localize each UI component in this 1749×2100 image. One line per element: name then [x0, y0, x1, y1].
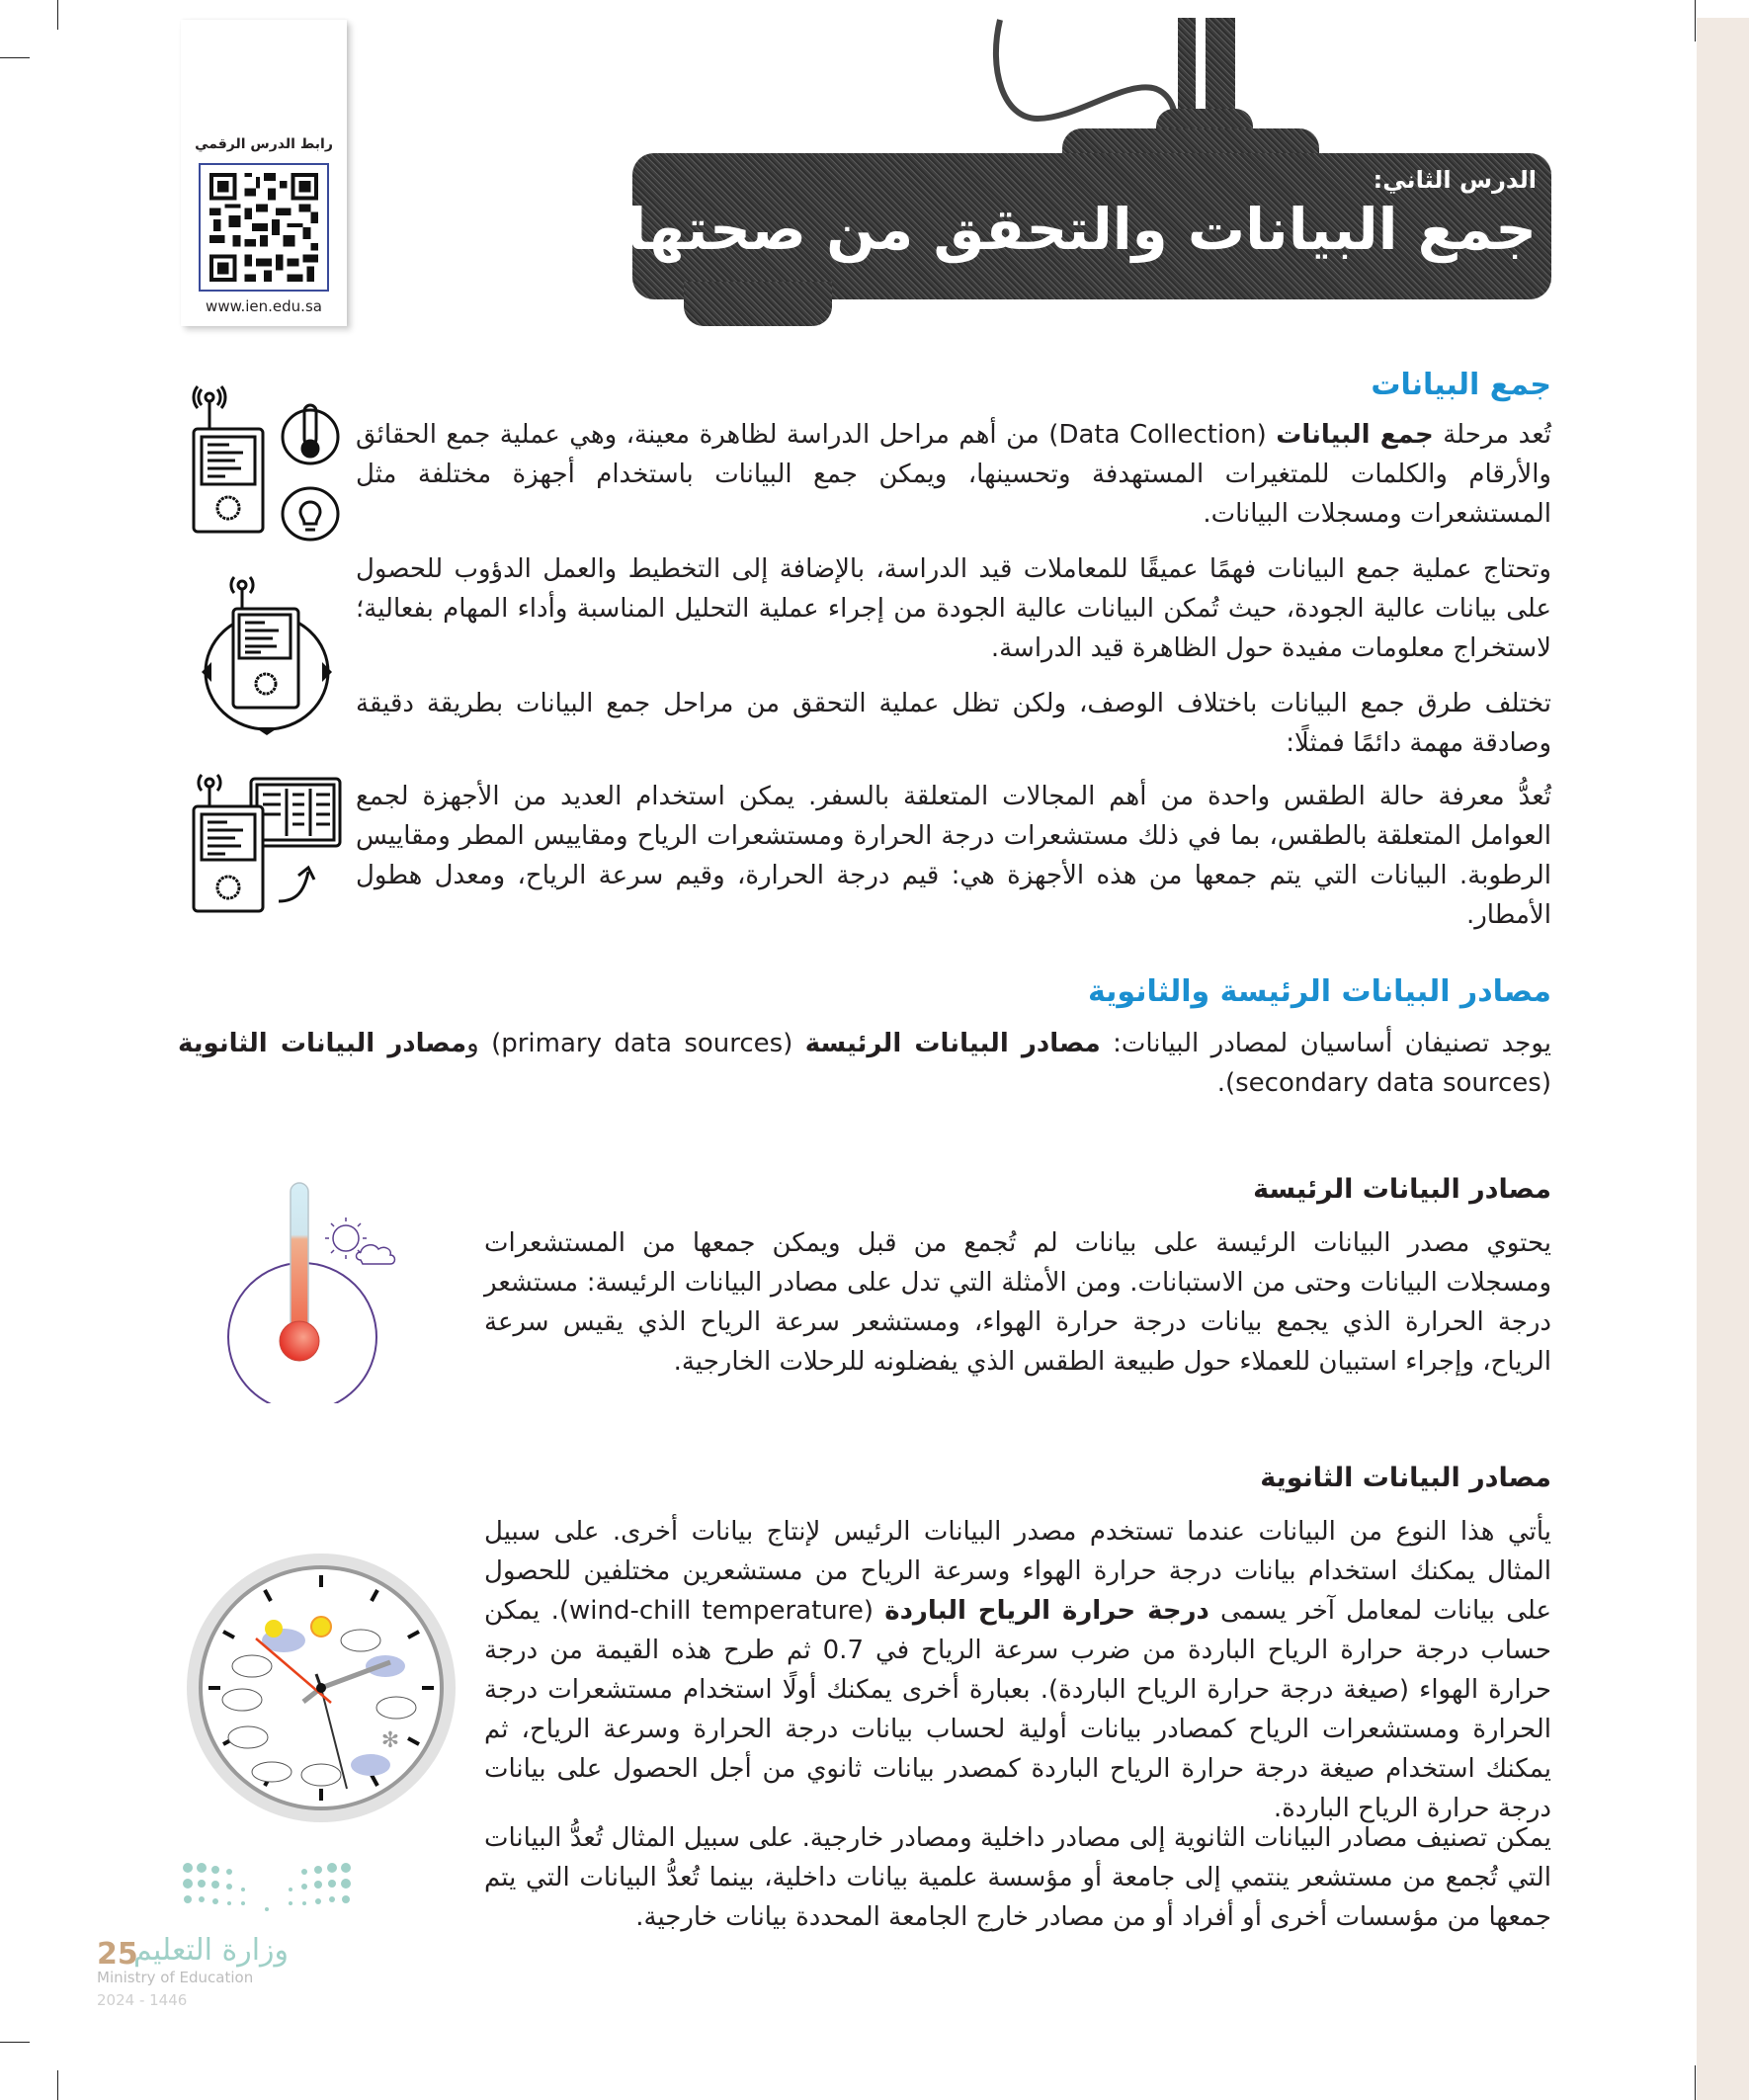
paragraph-data-collection-quality: وتحتاج عملية جمع البيانات فهمًا عميقًا للمعاملات قيد الدراسة، بالإضافة إلى التخطيط والعمل الدؤوب للحصول على بيانات عالية الجودة، حيث تُمكن البيانات عالية الجودة من إجراء عملية التحليل المناسبة وأداء المهام بفعالية؛ لاستخراج معلومات مفيدة حول الظاهرة قيد الدراسة.: [356, 554, 1551, 663]
qr-code-icon[interactable]: [199, 163, 329, 292]
page-title: جمع البيانات والتحقق من صحتها: [626, 196, 1537, 263]
banner-tab: [684, 282, 832, 326]
text: يأتي هذا النوع من البيانات عندما تستخدم مصدر البيانات الرئيس لإنتاج بيانات أخرى. على سبيل المثال يمكنك استخدام بيانات درجة حرارة الهواء وسرعة الرياح من مستشعرين مختلفين للحصول على بيانات لمعامل آخر يسمى: [484, 1517, 1551, 1626]
crop-mark: [1695, 0, 1696, 42]
ministry-logo-icon: [178, 1860, 356, 1919]
section-heading-data-collection: جمع البيانات: [1371, 368, 1551, 402]
text: يوجد تصنيفان أساسيان لمصادر البيانات:: [1100, 1029, 1551, 1058]
text: (wind-chill temperature). يمكن حساب درجة حرارة الرياح الباردة من ضرب سرعة الرياح في 0.7 ثم طرح هذه القيمة من درجة حرارة الهواء (صيغة درجة حرارة الرياح الباردة). بعبارة أخرى يمكنك أولًا استخدام مستشعرات درجة الحرارة ومستشعرات الرياح كمصادر بيانات أولية لحساب بيانات درجة الحرارة وسرعة الرياح، ثم يمكنك استخدام صيغة درجة حرارة الرياح الباردة كمصدر بيانات ثانوي من أجل الحصول على بيانات درجة حرارة الرياح الباردة.: [484, 1596, 1551, 1823]
bold-term: مصادر البيانات الرئيسة: [804, 1029, 1101, 1058]
svg-text:✻: ✻: [380, 1728, 400, 1753]
lesson-label: الدرس الثاني:: [1373, 166, 1537, 194]
qr-label: رابط الدرس الرقمي: [195, 136, 333, 152]
qr-url[interactable]: www.ien.edu.sa: [206, 297, 322, 315]
paragraph-weather-example: تُعدُّ معرفة حالة الطقس واحدة من أهم المجالات المتعلقة بالسفر. يمكن استخدام العديد من الأجهزة لجمع العوامل المتعلقة بالطقس، بما في ذلك مستشعرات درجة الحرارة ومستشعرات الرياح ومقاييس المطر ومقاييس الرطوبة. البيانات التي يتم جمعها من هذه الأجهزة هي: قيم درجة الحرارة، وقيم سرعة الرياح، ومعدل هطول الأمطار.: [356, 782, 1551, 930]
section-heading-data-sources: مصادر البيانات الرئيسة والثانوية: [1087, 974, 1551, 1009]
plug-prong: [1178, 18, 1196, 117]
ministry-name-ar: وزارة التعليم: [133, 1933, 290, 1968]
crop-mark: [57, 0, 58, 30]
paragraph-internal-external-sources: يمكن تصنيف مصادر البيانات الثانوية إلى مصادر داخلية ومصادر خارجية. على سبيل المثال تُعدُّ البيانات التي تُجمع من مستشعر ينتمي إلى جامعة أو مؤسسة علمية بيانات داخلية، بينما تُعدُّ البيانات التي يتم جمعها من مؤسسات أخرى أو أفراد أو من مصادر خارج الجامعة المحددة بيانات خارجية.: [484, 1823, 1551, 1932]
crop-mark: [0, 2042, 30, 2043]
thermometer-sun-cloud-icon: [222, 1161, 420, 1403]
crop-mark: [0, 57, 30, 58]
plug-prong: [1206, 18, 1235, 117]
edition-year: 2024 - 1446: [97, 1991, 188, 2009]
bold-term: درجة حرارة الرياح الباردة: [884, 1596, 1209, 1626]
text: تُعد مرحلة: [1433, 420, 1551, 450]
paragraph-data-collection-methods: تختلف طرق جمع البيانات باختلاف الوصف، ولكن تظل عملية التحقق من مراحل جمع البيانات بطريقة دقيقة وصادقة مهمة دائمًا فمثلًا:: [356, 689, 1551, 758]
ministry-name-en: Ministry of Education: [97, 1969, 254, 1986]
paragraph-data-sources-intro: [178, 1024, 1551, 1103]
weather-clock-icon: [183, 1550, 459, 1826]
paragraph-data-collection-definition: [356, 415, 1551, 534]
digital-lesson-qr-card[interactable]: [181, 20, 347, 326]
sensor-thermometer-bulb-icon: [188, 385, 346, 544]
page-edge-strip: [1697, 18, 1749, 2100]
subheading-secondary-sources: مصادر البيانات الثانوية: [1260, 1463, 1551, 1493]
sensor-rotate-icon: [198, 573, 336, 741]
paragraph-secondary-sources: [484, 1512, 1551, 1828]
text: (Data Collection) من أهم مراحل الدراسة لظاهرة معينة، وهي عملية جمع الحقائق والأرقام والكلمات للمتغيرات المستهدفة وتحسينها، ويمكن جمع البيانات باستخدام أجهزة مختلفة مثل المستشعرات ومسجلات البيانات.: [356, 420, 1551, 529]
subheading-primary-sources: مصادر البيانات الرئيسة: [1253, 1174, 1551, 1205]
text: (secondary data sources).: [1216, 1068, 1551, 1098]
page-number: 25: [97, 1937, 138, 1972]
crop-mark: [57, 2070, 58, 2100]
bold-term: مصادر البيانات الثانوية: [178, 1029, 467, 1058]
paragraph-primary-sources: يحتوي مصدر البيانات الرئيسة على بيانات لم تُجمع من قبل ويمكن جمعها من المستشعرات ومسجلات البيانات وحتى من الاستبانات. ومن الأمثلة التي تدل على مصادر البيانات الرئيسة: مستشعر درجة الحرارة الذي يجمع بيانات درجة حرارة الهواء، ومستشعر سرعة الرياح الذي يقيس سرعة الرياح، وإجراء استبيان للعملاء حول طبيعة الطقس الذي يفضلونه للرحلات الخارجية.: [484, 1228, 1551, 1377]
sensor-table-transfer-icon: [188, 771, 346, 919]
bold-term: جمع البيانات: [1276, 420, 1434, 450]
crop-mark: [1695, 2065, 1696, 2100]
text: (primary data sources) و: [466, 1029, 805, 1058]
